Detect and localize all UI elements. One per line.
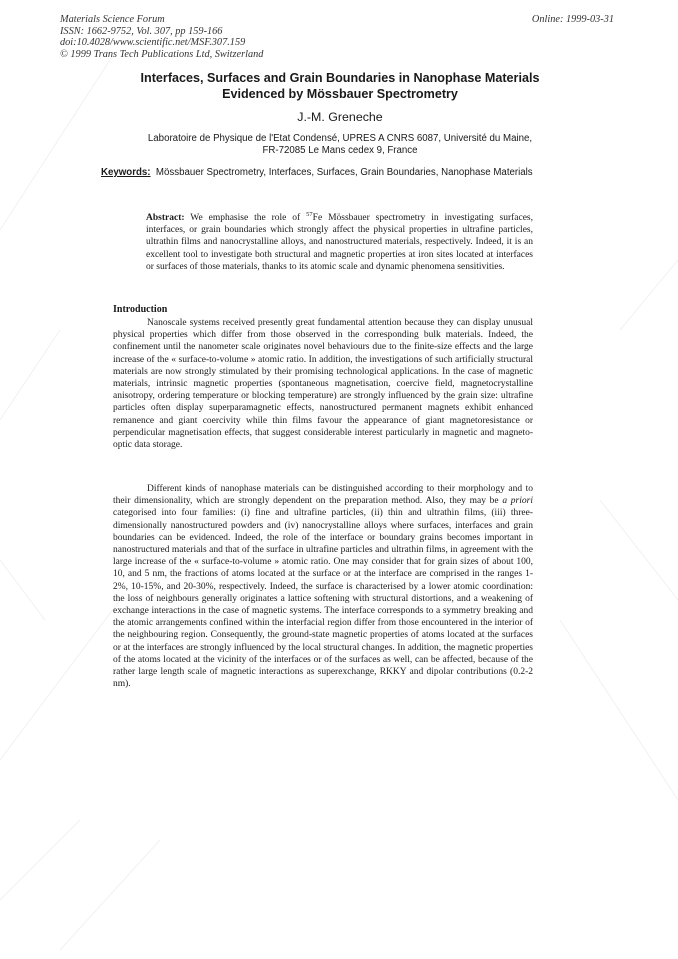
introduction-paragraph-2 <box>113 483 533 690</box>
affiliation-line-2: FR-72085 Le Mans cedex 9, France <box>262 145 418 156</box>
journal-header <box>60 14 263 60</box>
affiliation-line-1: Laboratoire de Physique de l'Etat Condensé, UPRES A CNRS 6087, Université du Maine, <box>147 133 533 144</box>
doi-line: doi:10.4028/www.scientific.net/MSF.307.159 <box>60 37 246 49</box>
online-date: Online: 1999-03-31 <box>531 14 614 25</box>
abstract-text-pre: We emphasise the role of <box>190 213 301 223</box>
title-line-1: Interfaces, Surfaces and Grain Boundaries in Nanophase Materials <box>140 71 540 85</box>
paper-title <box>60 71 620 102</box>
introduction-heading: Introduction <box>113 304 168 315</box>
copyright-line: © 1999 Trans Tech Publications Ltd, Switzerland <box>60 48 264 60</box>
introduction-paragraph-1: Nanoscale systems received presently great fundamental attention because they can display unusual physical properties which differ from those observed in the corresponding bulk materials. Indeed, the confinement until the nanometer scale originates novel behaviours due to the finite-size effects and the large increase of the « surface-to-volume » atomic ratio. In addition, the investigations of such artificially structural materials are now strongly stimulated by their promising technological applications. In the case of magnetic materials, intrinsic magnetic properties (spontaneous magnetisation, coercive field, magnetocrystalline anisotropy, ordering temperature or blocking temperature) are strongly influenced by the grain size: ultrafine particles often display superparamagnetic effects, nanostructured permanent magnets exhibit enhanced remanence and giant coercivity while thin films favour the appearance of giant magnetoresistance or perpendicular magnetisation effects, that suggest considerable interest particularly in magnetic and magneto-optic data storage. <box>113 318 533 451</box>
isotope-superscript: 57 <box>306 210 313 218</box>
issn-line: ISSN: 1662-9752, Vol. 307, pp 159-166 <box>60 25 223 37</box>
keywords-section <box>101 167 550 179</box>
paragraph-2-italic: a priori <box>502 496 533 507</box>
paragraph-2-text-a: Different kinds of nanophase materials can be distinguished according to their morphology and to their dimensionality, which are strongly dependent on the preparation method. Also, they may be <box>113 484 533 507</box>
keywords-text: Mössbauer Spectrometry, Interfaces, Surfaces, Grain Boundaries, Nanophase Materials <box>155 167 533 178</box>
abstract-text-post: Fe Mössbauer spectrometry in investigating surfaces, interfaces, or grain boundaries which strongly affect the physical properties in ultrafine particles, ultrathin films and nanocrystalline alloys, and nanostructured materials, respectively. Indeed, it is an excellent tool to investigate both structural and magnetic properties at iron sites located at interfaces or surfaces of those materials, thanks to its atomic scale and dynamic phenomena sensitivities. <box>146 213 533 272</box>
author-name: J.-M. Greneche <box>297 110 383 124</box>
abstract-section <box>146 212 533 273</box>
title-line-2: Evidenced by Mössbauer Spectrometry <box>222 86 458 101</box>
paragraph-2-text-b: categorised into four families: (i) fine and ultrafine particles, (ii) thin and ultrathin films, (iii) three-dimensionally nanostructured powders and (iv) nanocrystalline alloys where surfaces, interfaces and grain boundaries can be evidenced. Indeed, the role of the interface or boundary grains becomes important in nanostructured materials and that of the surface in ultrafine particles and ultrathin films, in agreement with the large increase of the « surface-to-volume » atomic ratio. One may consider that for grain sizes of about 100, 10, and 5 nm, the fractions of atoms located at the surface or at the interface are comprised in the ranges 1-2%, 10-15%, and 20-30%, respectively. Indeed, the surface is characterised by a lower atomic coordination: the loss of neighbours generally originates a lattice softening with structural distortions, and a weakening of exchange interactions in the case of magnetic systems. The interface corresponds to a symmetry breaking and the atomic arrangements confined within the interfacial region differ from those encountered in the interior of the neighbouring region. Consequently, the ground-state magnetic properties of atoms located at the surfaces or at the interfaces are strongly influenced by the local structural changes. In addition, the magnetic properties of the atoms located at the vicinity of the interfaces or of the surfaces as well, can be affected, because of the rather large length scale of magnetic interactions as superexchange, RKKY and dipolar contributions (0.2-2 nm). <box>113 508 533 690</box>
affiliation <box>60 133 620 157</box>
abstract-label: Abstract: <box>146 213 185 223</box>
journal-name: Materials Science Forum <box>60 14 165 25</box>
keywords-label: Keywords: <box>101 167 151 178</box>
